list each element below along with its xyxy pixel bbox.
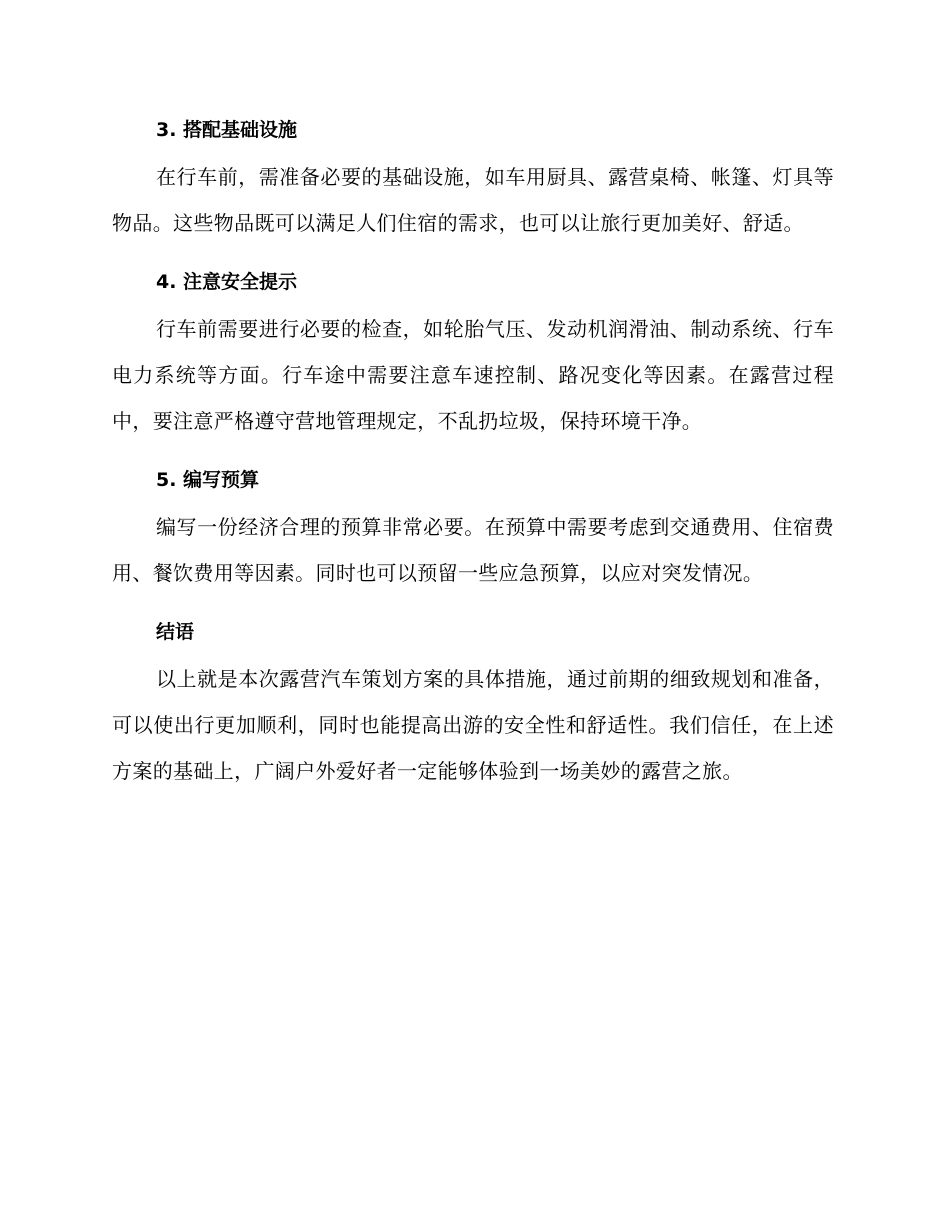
section-infrastructure [112,108,834,246]
section-heading: 3. 搭配基础设施 [156,119,298,141]
section-paragraph: 以上就是本次露营汽车策划方案的具体措施，通过前期的细致规划和准备，可以使出行更加顺利，同时也能提高出游的安全性和舒适性。我们信任，在上述方案的基础上，广阔户外爱好者一定能够体验到一场美妙的露营之旅。 [112,667,834,783]
section-heading: 4. 注意安全提示 [156,271,298,293]
section-heading: 结语 [156,621,195,643]
section-heading: 5. 编写预算 [156,469,260,491]
section-paragraph: 编写一份经济合理的预算非常必要。在预算中需要考虑到交通费用、住宿费用、餐饮费用等因素。同时也可以预留一些应急预算，以应对突发情况。 [112,515,834,585]
section-paragraph: 行车前需要进行必要的检查，如轮胎气压、发动机润滑油、制动系统、行车电力系统等方面。行车途中需要注意车速控制、路况变化等因素。在露营过程中，要注意严格遵守营地管理规定，不乱扔垃圾，保持环境干净。 [112,317,834,433]
section-paragraph: 在行车前，需准备必要的基础设施，如车用厨具、露营桌椅、帐篷、灯具等物品。这些物品既可以满足人们住宿的需求，也可以让旅行更加美好、舒适。 [112,165,834,235]
section-conclusion [112,610,834,794]
section-budget [112,458,834,596]
section-safety [112,260,834,444]
document-body [112,108,834,808]
